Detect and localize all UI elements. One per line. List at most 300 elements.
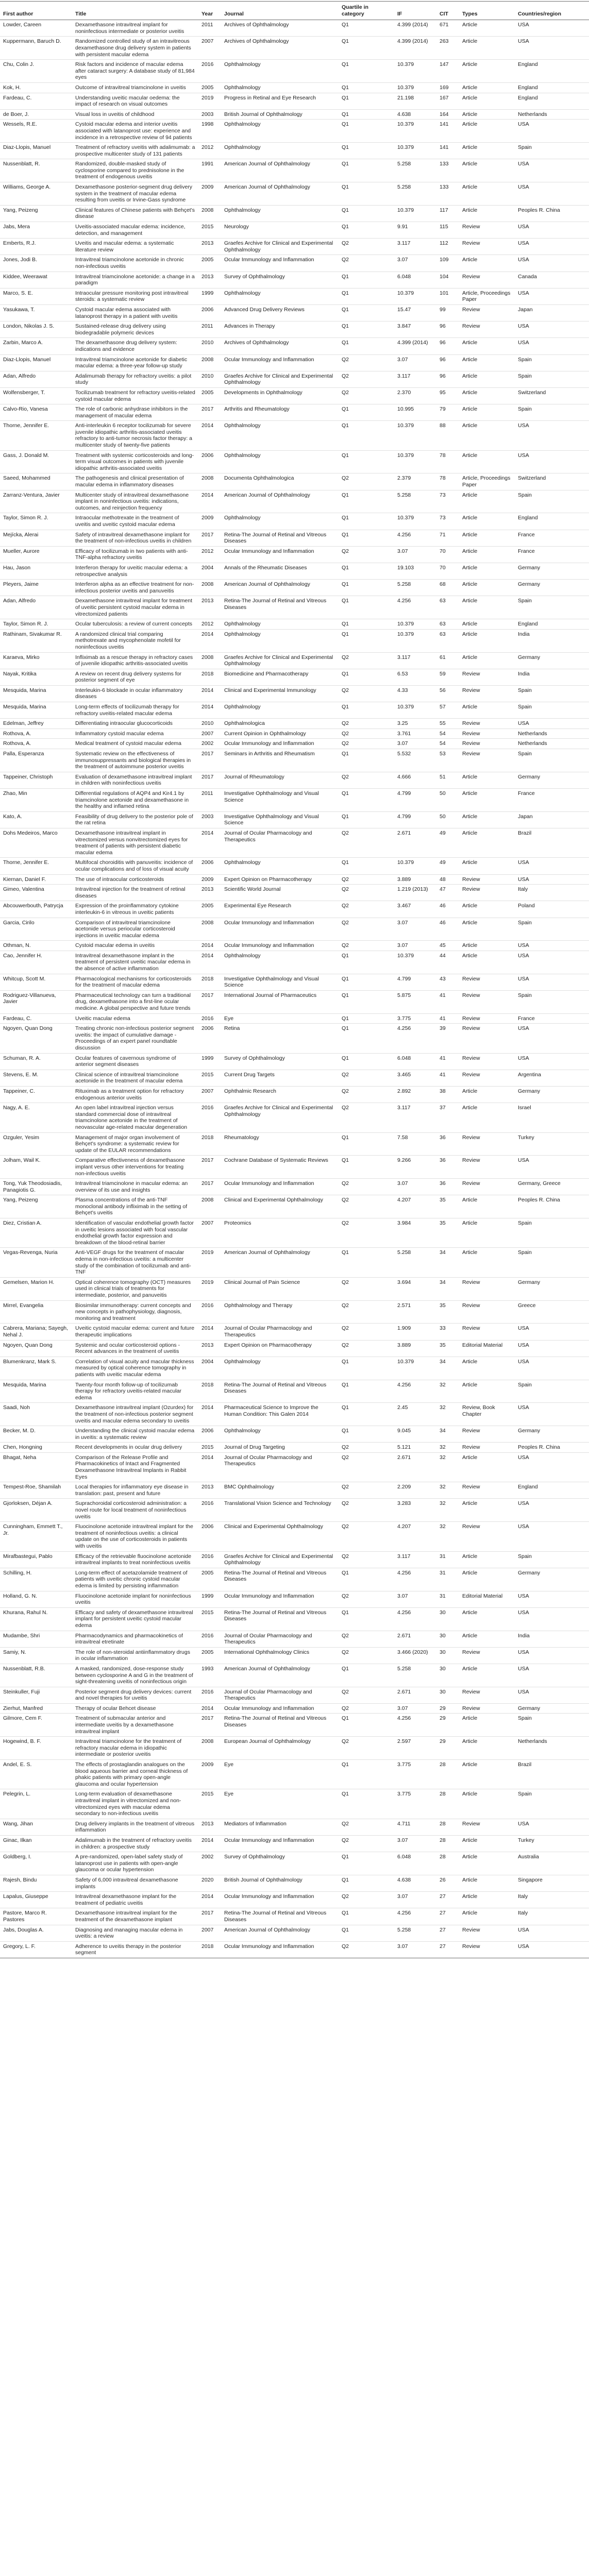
cell-country: Peoples R. China xyxy=(515,205,589,222)
cell-year: 2008 xyxy=(198,473,221,490)
cell-if: 3.07 xyxy=(394,1179,436,1195)
cell-quartile: Q2 xyxy=(339,1103,394,1132)
cell-title: Long-term effect of acetazolamide treatment of patients with uveitic chronic cystoid macular edema is limited by persisting inflammation xyxy=(72,1568,198,1591)
table-row xyxy=(0,1941,589,1958)
table-row xyxy=(0,990,589,1013)
cell-cit: 32 xyxy=(436,1380,459,1403)
cell-if: 2.671 xyxy=(394,1687,436,1703)
cell-if: 4.399 (2014) xyxy=(394,338,436,354)
cell-year: 2013 xyxy=(198,1482,221,1499)
cell-quartile: Q1 xyxy=(339,205,394,222)
cell-journal: Mediators of Inflammation xyxy=(221,1819,339,1835)
cell-year: 2008 xyxy=(198,354,221,371)
cell-title: A pre-randomized, open-label safety study of latanoprost use in patients with open-angle glaucoma or ocular hypertension xyxy=(72,1852,198,1875)
cell-title: Posterior segment drug delivery devices: current and novel therapies for uveitis xyxy=(72,1687,198,1703)
cell-quartile: Q1 xyxy=(339,321,394,338)
cell-title: Pharmacodynamics and pharmacokinetics of intravitreal etretinate xyxy=(72,1631,198,1647)
cell-type: Review xyxy=(459,321,515,338)
cell-journal: Ocular Immunology and Inflammation xyxy=(221,1179,339,1195)
table-row xyxy=(0,1103,589,1132)
cell-cit: 71 xyxy=(436,530,459,546)
cell-quartile: Q1 xyxy=(339,789,394,812)
cell-journal: BMC Ophthalmology xyxy=(221,1482,339,1499)
cell-title: Identification of vascular endothelial growth factor in uveitic lesions associated with focal vascular endothelial growth factor expression and breakdown of the blood-retinal barrier xyxy=(72,1218,198,1248)
cell-cit: 28 xyxy=(436,1760,459,1789)
cell-first-author: Cabrera, Mariana; Sayegh, Nehal J. xyxy=(0,1324,72,1340)
cell-year: 2002 xyxy=(198,1852,221,1875)
cell-quartile: Q1 xyxy=(339,1607,394,1631)
cell-journal: Ophthalmology xyxy=(221,450,339,473)
cell-title: Cystoid macular edema and interior uveitis associated with latanoprost use: experience and incidence in a retrospective review of 94 patients xyxy=(72,120,198,143)
cell-country: Japan xyxy=(515,811,589,828)
cell-first-author: Rodriguez-Villanueva, Javier xyxy=(0,990,72,1013)
cell-quartile: Q2 xyxy=(339,371,394,387)
cell-year: 2005 xyxy=(198,387,221,404)
cell-type: Article xyxy=(459,93,515,109)
cell-country: Spain xyxy=(515,490,589,513)
cell-title: Infliximab as a rescue therapy in refractory cases of juvenile idiopathic arthritis-associated uveitis xyxy=(72,652,198,669)
cell-if: 2.209 xyxy=(394,1482,436,1499)
table-row xyxy=(0,1647,589,1664)
cell-cit: 36 xyxy=(436,1156,459,1179)
cell-type: Article xyxy=(459,338,515,354)
cell-year: 2008 xyxy=(198,205,221,222)
table-row xyxy=(0,619,589,630)
cell-cit: 46 xyxy=(436,901,459,918)
cell-type: Article xyxy=(459,789,515,812)
cell-cit: 79 xyxy=(436,404,459,421)
cell-quartile: Q2 xyxy=(339,1324,394,1340)
cell-cit: 36 xyxy=(436,1179,459,1195)
cell-first-author: Gass, J. Donald M. xyxy=(0,450,72,473)
cell-first-author: Rathinam, Sivakumar R. xyxy=(0,629,72,652)
cell-quartile: Q2 xyxy=(339,772,394,788)
cell-journal: Journal of Ocular Pharmacology and Therapeutics xyxy=(221,828,339,857)
cell-if: 10.379 xyxy=(394,619,436,630)
cell-quartile: Q1 xyxy=(339,109,394,120)
cell-journal: Current Drug Targets xyxy=(221,1070,339,1086)
cell-quartile: Q1 xyxy=(339,1760,394,1789)
cell-year: 1999 xyxy=(198,1591,221,1607)
cell-cit: 671 xyxy=(436,20,459,37)
cell-country: USA xyxy=(515,239,589,255)
cell-quartile: Q1 xyxy=(339,629,394,652)
table-row xyxy=(0,1426,589,1443)
table-row xyxy=(0,1875,589,1891)
cell-if: 3.07 xyxy=(394,1703,436,1714)
cell-if: 6.048 xyxy=(394,272,436,288)
cell-country: Spain xyxy=(515,1714,589,1737)
table-row xyxy=(0,1324,589,1340)
cell-year: 2006 xyxy=(198,1522,221,1551)
cell-year: 2019 xyxy=(198,1248,221,1277)
cell-country: Spain xyxy=(515,596,589,619)
cell-country: USA xyxy=(515,255,589,272)
cell-journal: Ophthalmology xyxy=(221,858,339,874)
cell-if: 10.995 xyxy=(394,404,436,421)
cell-type: Article xyxy=(459,159,515,182)
cell-if: 3.07 xyxy=(394,918,436,941)
cell-if: 2.379 xyxy=(394,473,436,490)
table-row xyxy=(0,1357,589,1380)
cell-title: Recent developments in ocular drug delivery xyxy=(72,1443,198,1453)
cell-country: Spain xyxy=(515,354,589,371)
cell-country: Germany xyxy=(515,772,589,788)
cell-title: Understanding uveitic macular oedema: the impact of research on visual outcomes xyxy=(72,93,198,109)
cell-first-author: Gregory, L. F. xyxy=(0,1941,72,1958)
cell-type: Review xyxy=(459,1277,515,1300)
cell-type: Article xyxy=(459,60,515,83)
cell-type: Article xyxy=(459,387,515,404)
cell-type: Article xyxy=(459,205,515,222)
cell-if: 10.379 xyxy=(394,120,436,143)
cell-country: Italy xyxy=(515,885,589,901)
cell-journal: American Journal of Ophthalmology xyxy=(221,490,339,513)
cell-if: 3.117 xyxy=(394,1551,436,1568)
cell-type: Article xyxy=(459,1103,515,1132)
cell-cit: 56 xyxy=(436,685,459,702)
cell-year: 1999 xyxy=(198,1053,221,1070)
cell-if: 3.07 xyxy=(394,1591,436,1607)
cell-year: 2014 xyxy=(198,702,221,719)
cell-quartile: Q2 xyxy=(339,1941,394,1958)
header-year: Year xyxy=(198,2,221,20)
cell-cit: 99 xyxy=(436,304,459,321)
cell-if: 3.847 xyxy=(394,321,436,338)
table-row xyxy=(0,901,589,918)
table-row xyxy=(0,858,589,874)
cell-year: 2014 xyxy=(198,685,221,702)
cell-journal: American Journal of Ophthalmology xyxy=(221,580,339,596)
cell-year: 2014 xyxy=(198,941,221,951)
cell-first-author: Yang, Peizeng xyxy=(0,205,72,222)
cell-if: 21.198 xyxy=(394,93,436,109)
cell-year: 2016 xyxy=(198,1013,221,1024)
table-row xyxy=(0,1013,589,1024)
cell-first-author: Kiernan, Daniel F. xyxy=(0,874,72,885)
cell-country: Germany, Greece xyxy=(515,1179,589,1195)
cell-year: 2013 xyxy=(198,596,221,619)
cell-type: Review xyxy=(459,990,515,1013)
cell-title: Clinical features of Chinese patients with Behçet's disease xyxy=(72,205,198,222)
cell-if: 10.379 xyxy=(394,143,436,159)
cell-country: USA xyxy=(515,874,589,885)
cell-year: 2003 xyxy=(198,811,221,828)
cell-first-author: Blumenkranz, Mark S. xyxy=(0,1357,72,1380)
cell-first-author: Nussenblatt, R.B. xyxy=(0,1664,72,1687)
table-row xyxy=(0,772,589,788)
cell-country: Spain xyxy=(515,918,589,941)
cell-type: Article xyxy=(459,1760,515,1789)
cell-if: 3.07 xyxy=(394,941,436,951)
cell-cit: 78 xyxy=(436,450,459,473)
cell-title: Diagnosing and managing macular edema in uveitis: a review xyxy=(72,1925,198,1941)
header-type: Types xyxy=(459,2,515,20)
cell-type: Article xyxy=(459,371,515,387)
cell-quartile: Q2 xyxy=(339,1819,394,1835)
cell-title: Ocular tuberculosis: a review of current concepts xyxy=(72,619,198,630)
cell-quartile: Q2 xyxy=(339,1647,394,1664)
cell-type: Article xyxy=(459,652,515,669)
cell-title: Adalimumab in the treatment of refractory uveitis in children: a prospective study xyxy=(72,1835,198,1852)
cell-if: 3.07 xyxy=(394,1892,436,1908)
table-row xyxy=(0,1300,589,1324)
cell-journal: American Journal of Ophthalmology xyxy=(221,1664,339,1687)
table-row xyxy=(0,321,589,338)
cell-journal: American Journal of Ophthalmology xyxy=(221,182,339,206)
cell-year: 2006 xyxy=(198,304,221,321)
cell-journal: Journal of Ocular Pharmacology and Therapeutics xyxy=(221,1324,339,1340)
cell-journal: Ocular Immunology and Inflammation xyxy=(221,739,339,749)
table-row xyxy=(0,918,589,941)
cell-type: Article xyxy=(459,354,515,371)
table-body xyxy=(0,20,589,1958)
cell-if: 10.379 xyxy=(394,205,436,222)
cell-year: 2017 xyxy=(198,530,221,546)
cell-year: 2005 xyxy=(198,1647,221,1664)
cell-journal: Retina xyxy=(221,1024,339,1053)
cell-year: 2009 xyxy=(198,1760,221,1789)
cell-if: 10.379 xyxy=(394,82,436,93)
cell-journal: Journal of Ocular Pharmacology and Therapeutics xyxy=(221,1452,339,1482)
cell-quartile: Q1 xyxy=(339,272,394,288)
cell-first-author: Emberts, R.J. xyxy=(0,239,72,255)
cell-type: Article xyxy=(459,563,515,579)
cell-title: Intravitreal triamcinolone acetonide: a change in a paradigm xyxy=(72,272,198,288)
cell-cit: 48 xyxy=(436,874,459,885)
cell-type: Article xyxy=(459,1875,515,1891)
cell-title: Comparative effectiveness of dexamethasone implant versus other interventions for treating non-infectious uveitis xyxy=(72,1156,198,1179)
cell-first-author: Jones, Jodi B. xyxy=(0,255,72,272)
cell-year: 2007 xyxy=(198,1925,221,1941)
cell-first-author: Zierhut, Manfred xyxy=(0,1703,72,1714)
cell-if: 4.399 (2014) xyxy=(394,37,436,60)
cell-title: Expression of the proinflammatory cytokine interleukin-6 in vitreous in uveitic patients xyxy=(72,901,198,918)
cell-if: 10.379 xyxy=(394,1357,436,1380)
cell-year: 2014 xyxy=(198,1835,221,1852)
cell-title: Dexamethasone intravitreal implant for treatment of uveitic persistent cystoid macular edema in vitrectomized patients xyxy=(72,596,198,619)
cell-cit: 34 xyxy=(436,1357,459,1380)
table-row xyxy=(0,530,589,546)
cell-year: 2004 xyxy=(198,1357,221,1380)
cell-year: 2002 xyxy=(198,739,221,749)
cell-journal: Ocular Immunology and Inflammation xyxy=(221,1941,339,1958)
cell-journal: Ophthalmology xyxy=(221,421,339,450)
cell-year: 2016 xyxy=(198,1300,221,1324)
cell-cit: 39 xyxy=(436,1024,459,1053)
cell-country: USA xyxy=(515,1607,589,1631)
table-row xyxy=(0,513,589,530)
cell-if: 4.799 xyxy=(394,811,436,828)
cell-first-author: Mesquida, Marina xyxy=(0,1380,72,1403)
cell-title: Uveitic macular edema xyxy=(72,1013,198,1024)
cell-country: France xyxy=(515,546,589,563)
cell-quartile: Q1 xyxy=(339,1132,394,1156)
cell-title: Dexamethasone posterior-segment drug delivery system in the treatment of macular edema resulting from uveitis or Irvine-Gass syndrome xyxy=(72,182,198,206)
cell-cit: 32 xyxy=(436,1443,459,1453)
cell-cit: 28 xyxy=(436,1789,459,1819)
cell-cit: 27 xyxy=(436,1908,459,1925)
cell-cit: 104 xyxy=(436,272,459,288)
header-quartile: Quartile in category xyxy=(339,2,394,20)
cell-title: Biosimilar immunotherapy: current concepts and new concepts in pathophysiology, diagnosis, monitoring and treatment xyxy=(72,1300,198,1324)
cell-first-author: Taylor, Simon R. J. xyxy=(0,513,72,530)
cell-cit: 41 xyxy=(436,990,459,1013)
table-row xyxy=(0,1925,589,1941)
cell-if: 3.117 xyxy=(394,239,436,255)
table-row xyxy=(0,182,589,206)
cell-if: 5.258 xyxy=(394,1664,436,1687)
cell-first-author: Bhagat, Neha xyxy=(0,1452,72,1482)
cell-first-author: Mejícka, Alerai xyxy=(0,530,72,546)
cell-year: 2009 xyxy=(198,874,221,885)
cell-year: 2013 xyxy=(198,1819,221,1835)
cell-title: Therapy of ocular Behcet disease xyxy=(72,1703,198,1714)
cell-quartile: Q1 xyxy=(339,1380,394,1403)
cell-type: Review xyxy=(459,974,515,990)
table-row xyxy=(0,1452,589,1482)
cell-country: USA xyxy=(515,120,589,143)
cell-first-author: Lapalus, Giuseppe xyxy=(0,1892,72,1908)
cell-country: Italy xyxy=(515,1892,589,1908)
cell-journal: Retina-The Journal of Retinal and Vitreous Diseases xyxy=(221,596,339,619)
cell-quartile: Q2 xyxy=(339,1499,394,1522)
cell-title: Multicenter study of intravitreal dexamethasone implant in noninfectious uveitis: indications, outcomes, and reinjection frequency xyxy=(72,490,198,513)
cell-year: 2015 xyxy=(198,1789,221,1819)
cell-first-author: Ngoyen, Quan Dong xyxy=(0,1024,72,1053)
cell-if: 4.256 xyxy=(394,1380,436,1403)
cell-cit: 167 xyxy=(436,93,459,109)
cell-country: Germany xyxy=(515,1426,589,1443)
cell-cit: 96 xyxy=(436,354,459,371)
cell-if: 3.07 xyxy=(394,354,436,371)
table-row xyxy=(0,596,589,619)
cell-title: Anti-VEGF drugs for the treatment of macular edema in non-infectious uveitis: a multicenter study of the combination of tocilizumab and anti-TNF xyxy=(72,1248,198,1277)
cell-journal: Investigative Ophthalmology and Visual Science xyxy=(221,974,339,990)
cell-country: Germany xyxy=(515,580,589,596)
cell-type: Review xyxy=(459,1024,515,1053)
cell-journal: Graefes Archive for Clinical and Experimental Ophthalmology xyxy=(221,239,339,255)
cell-cit: 41 xyxy=(436,1053,459,1070)
table-row xyxy=(0,1156,589,1179)
cell-year: 2005 xyxy=(198,82,221,93)
cell-quartile: Q1 xyxy=(339,563,394,579)
cell-country: USA xyxy=(515,951,589,974)
cell-quartile: Q1 xyxy=(339,1664,394,1687)
cell-first-author: Kok, H. xyxy=(0,82,72,93)
cell-quartile: Q2 xyxy=(339,652,394,669)
cell-first-author: Tempest-Roe, Shamilah xyxy=(0,1482,72,1499)
cell-title: Intravitreal dexamethasone implant in the treatment of persistent uveitic macular edema in the absence of active inflammation xyxy=(72,951,198,974)
table-row xyxy=(0,1499,589,1522)
cell-type: Article xyxy=(459,702,515,719)
cell-first-author: Marco, S. E. xyxy=(0,288,72,304)
cell-year: 2014 xyxy=(198,951,221,974)
cell-country: USA xyxy=(515,338,589,354)
cell-country: USA xyxy=(515,974,589,990)
cell-journal: Eye xyxy=(221,1760,339,1789)
cell-cit: 29 xyxy=(436,1714,459,1737)
cell-first-author: Diez, Cristian A. xyxy=(0,1218,72,1248)
cell-country: Germany xyxy=(515,652,589,669)
cell-type: Review xyxy=(459,1013,515,1024)
cell-country: Spain xyxy=(515,990,589,1013)
cell-journal: Ophthalmology xyxy=(221,1426,339,1443)
cell-country: USA xyxy=(515,1925,589,1941)
cell-first-author: Garcia, Cirilo xyxy=(0,918,72,941)
cell-journal: Ophthalmic Research xyxy=(221,1086,339,1103)
cell-country: Germany xyxy=(515,1277,589,1300)
cell-year: 2006 xyxy=(198,450,221,473)
cell-type: Review xyxy=(459,222,515,239)
cell-quartile: Q2 xyxy=(339,1086,394,1103)
table-row xyxy=(0,885,589,901)
cell-title: Anti-interleukin 6 receptor tocilizumab for severe juvenile idiopathic arthritis-associated uveitis refractory to anti-tumor necrosis factor therapy: a multicenter study of twenty-five patients xyxy=(72,421,198,450)
cell-type: Review xyxy=(459,1300,515,1324)
cell-cit: 30 xyxy=(436,1631,459,1647)
cell-type: Article xyxy=(459,20,515,37)
cell-year: 2012 xyxy=(198,143,221,159)
cell-type: Article xyxy=(459,772,515,788)
cell-journal: Current Opinion in Ophthalmology xyxy=(221,728,339,739)
cell-type: Article xyxy=(459,109,515,120)
cell-cit: 70 xyxy=(436,563,459,579)
cell-cit: 34 xyxy=(436,1248,459,1277)
cell-title: Plasma concentrations of the anti-TNF monoclonal antibody infliximab in the setting of Behçet's uveitis xyxy=(72,1195,198,1218)
cell-type: Review xyxy=(459,1426,515,1443)
cell-cit: 61 xyxy=(436,652,459,669)
cell-quartile: Q2 xyxy=(339,255,394,272)
cell-quartile: Q1 xyxy=(339,421,394,450)
cell-type: Editorial Material xyxy=(459,1591,515,1607)
cell-first-author: Diaz-Llopis, Manuel xyxy=(0,354,72,371)
cell-cit: 45 xyxy=(436,941,459,951)
cell-type: Article xyxy=(459,37,515,60)
cell-type: Article xyxy=(459,404,515,421)
cell-first-author: Pastore, Marco R. Pastores xyxy=(0,1908,72,1925)
cell-first-author: Othman, N. xyxy=(0,941,72,951)
cell-quartile: Q1 xyxy=(339,951,394,974)
cell-cit: 169 xyxy=(436,82,459,93)
cell-cit: 141 xyxy=(436,143,459,159)
cell-title: Safety of 6,000 intravitreal dexamethasone implants xyxy=(72,1875,198,1891)
cell-if: 3.25 xyxy=(394,719,436,729)
cell-cit: 29 xyxy=(436,1703,459,1714)
cell-country: Spain xyxy=(515,143,589,159)
cell-year: 2016 xyxy=(198,1631,221,1647)
cell-country: India xyxy=(515,669,589,685)
cell-country: USA xyxy=(515,421,589,450)
table-row xyxy=(0,941,589,951)
cell-journal: Ophthalmology xyxy=(221,205,339,222)
cell-journal: Scientific World Journal xyxy=(221,885,339,901)
cell-quartile: Q2 xyxy=(339,728,394,739)
cell-country: USA xyxy=(515,1522,589,1551)
cell-quartile: Q1 xyxy=(339,1248,394,1277)
cell-title: Dexamethasone intravitreal implant (Ozurdex) for the treatment of non-infectious posterior segment uveitis and macular edema secondary to uveitis xyxy=(72,1403,198,1426)
cell-title: Feasibility of drug delivery to the posterior pole of the rat retina xyxy=(72,811,198,828)
cell-first-author: Mueller, Aurore xyxy=(0,546,72,563)
cell-first-author: Tong, Yuk Theodosiadis, Panagiotis G. xyxy=(0,1179,72,1195)
cell-title: Rituximab as a treatment option for refractory endogenous anterior uveitis xyxy=(72,1086,198,1103)
cell-year: 2006 xyxy=(198,1426,221,1443)
cell-country: Peoples R. China xyxy=(515,1443,589,1453)
cell-journal: Ophthalmologica xyxy=(221,719,339,729)
cell-cit: 63 xyxy=(436,629,459,652)
cell-title: Treatment of refractory uveitis with adalimumab: a prospective multicenter study of 131 patients xyxy=(72,143,198,159)
cell-cit: 70 xyxy=(436,546,459,563)
cell-title: Comparison of the Release Profile and Pharmacokinetics of Intact and Fragmented Dexamethasone Intravitreal Implants in Rabbit Eyes xyxy=(72,1452,198,1482)
